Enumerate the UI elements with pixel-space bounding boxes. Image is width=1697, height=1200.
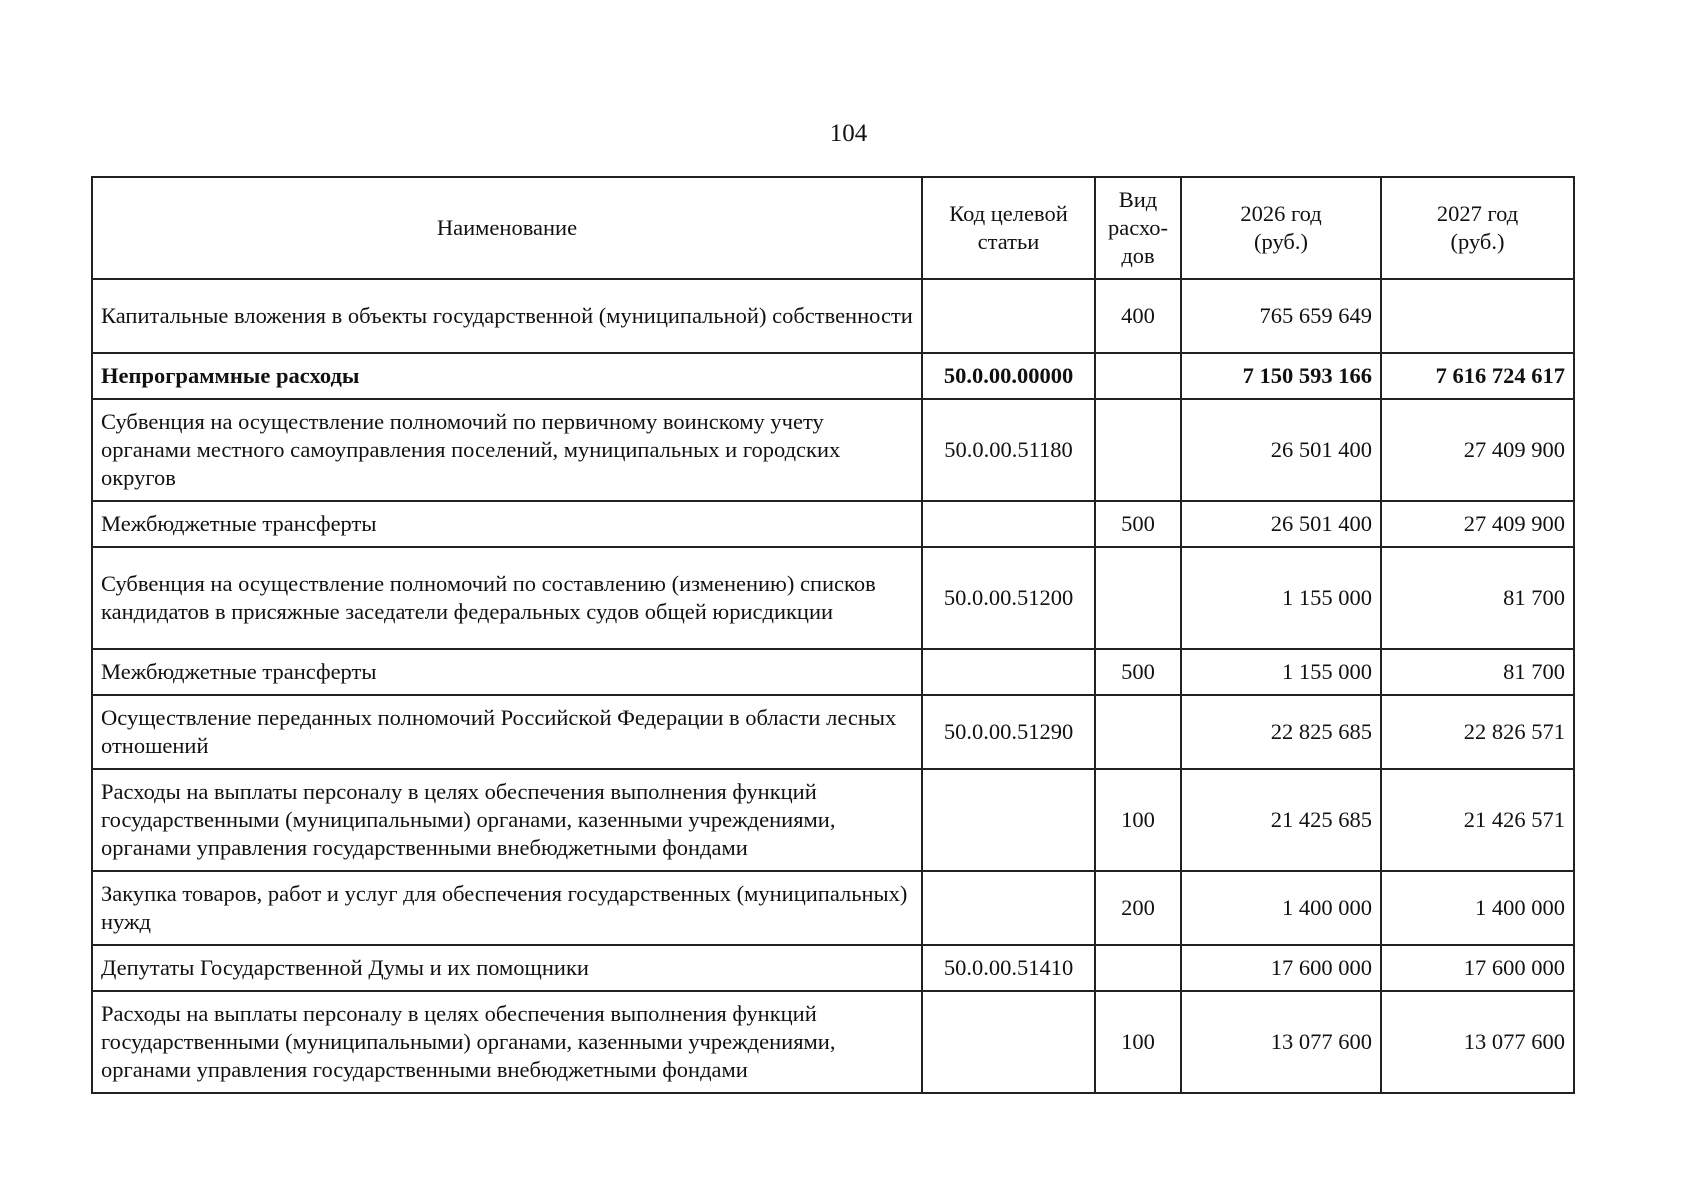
row-name: Закупка товаров, работ и услуг для обеспечения государственных (муниципальных) нужд xyxy=(92,871,922,945)
table-row xyxy=(92,399,1574,501)
page-number: 104 xyxy=(829,120,868,147)
row-amount-2027 xyxy=(1381,279,1574,353)
table-row xyxy=(92,871,1574,945)
row-name: Осуществление переданных полномочий Российской Федерации в области лесных отношений xyxy=(92,695,922,769)
budget-table xyxy=(91,176,1575,1094)
row-amount-2026: 7 150 593 166 xyxy=(1181,353,1381,399)
header-type-line: дов xyxy=(1121,243,1155,268)
row-amount-2027: 17 600 000 xyxy=(1381,945,1574,991)
header-code-line: Код целевой xyxy=(949,201,1068,226)
header-code xyxy=(922,177,1095,279)
row-expense-type: 200 xyxy=(1095,871,1181,945)
row-amount-2026: 26 501 400 xyxy=(1181,399,1381,501)
row-amount-2027: 1 400 000 xyxy=(1381,871,1574,945)
table-row xyxy=(92,547,1574,649)
row-expense-type: 100 xyxy=(1095,769,1181,871)
table-row xyxy=(92,695,1574,769)
header-2026-line: (руб.) xyxy=(1254,229,1308,254)
header-2027 xyxy=(1381,177,1574,279)
row-code: 50.0.00.51180 xyxy=(922,399,1095,501)
row-name: Межбюджетные трансферты xyxy=(92,501,922,547)
table-row xyxy=(92,945,1574,991)
row-name: Расходы на выплаты персоналу в целях обеспечения выполнения функций государственными (муниципальными) органами, казенными учреждениями, органами управления государственными внебюджетными фондами xyxy=(92,991,922,1093)
row-amount-2027: 27 409 900 xyxy=(1381,399,1574,501)
row-name: Субвенция на осуществление полномочий по первичному воинскому учету органами местного самоуправления поселений, муниципальных и городских округов xyxy=(92,399,922,501)
table-row xyxy=(92,991,1574,1093)
row-amount-2027: 27 409 900 xyxy=(1381,501,1574,547)
row-expense-type xyxy=(1095,695,1181,769)
header-2027-line: 2027 год xyxy=(1436,201,1519,226)
header-row xyxy=(92,177,1574,279)
header-2027-line: (руб.) xyxy=(1450,229,1505,254)
table-row xyxy=(92,769,1574,871)
row-amount-2027: 22 826 571 xyxy=(1381,695,1574,769)
row-name: Непрограммные расходы xyxy=(92,353,922,399)
row-code xyxy=(922,991,1095,1093)
row-amount-2027: 81 700 xyxy=(1381,649,1574,695)
row-amount-2026: 26 501 400 xyxy=(1181,501,1381,547)
row-amount-2027: 7 616 724 617 xyxy=(1381,353,1574,399)
row-code: 50.0.00.51290 xyxy=(922,695,1095,769)
row-code xyxy=(922,279,1095,353)
row-code: 50.0.00.00000 xyxy=(922,353,1095,399)
row-amount-2026: 17 600 000 xyxy=(1181,945,1381,991)
row-amount-2026: 1 400 000 xyxy=(1181,871,1381,945)
header-type-line: Вид xyxy=(1118,187,1158,212)
row-amount-2026: 765 659 649 xyxy=(1181,279,1381,353)
row-expense-type xyxy=(1095,945,1181,991)
row-amount-2027: 13 077 600 xyxy=(1381,991,1574,1093)
row-name: Капитальные вложения в объекты государственной (муниципальной) собственности xyxy=(92,279,922,353)
row-expense-type xyxy=(1095,547,1181,649)
row-code xyxy=(922,769,1095,871)
table-row xyxy=(92,649,1574,695)
row-amount-2026: 13 077 600 xyxy=(1181,991,1381,1093)
header-type-line: расхо- xyxy=(1107,215,1169,240)
row-amount-2026: 21 425 685 xyxy=(1181,769,1381,871)
row-name: Расходы на выплаты персоналу в целях обеспечения выполнения функций государственными (муниципальными) органами, казенными учреждениями, органами управления государственными внебюджетными фондами xyxy=(92,769,922,871)
row-name: Субвенция на осуществление полномочий по составлению (изменению) списков кандидатов в присяжные заседатели федеральных судов общей юрисдикции xyxy=(92,547,922,649)
row-expense-type: 500 xyxy=(1095,649,1181,695)
header-type xyxy=(1095,177,1181,279)
row-code xyxy=(922,501,1095,547)
row-code: 50.0.00.51410 xyxy=(922,945,1095,991)
row-code xyxy=(922,649,1095,695)
header-2026 xyxy=(1181,177,1381,279)
row-expense-type: 400 xyxy=(1095,279,1181,353)
row-code: 50.0.00.51200 xyxy=(922,547,1095,649)
header-code-line: статьи xyxy=(977,229,1040,254)
row-amount-2027: 81 700 xyxy=(1381,547,1574,649)
table-row xyxy=(92,501,1574,547)
row-expense-type: 500 xyxy=(1095,501,1181,547)
table-row xyxy=(92,279,1574,353)
row-expense-type xyxy=(1095,399,1181,501)
row-amount-2026: 1 155 000 xyxy=(1181,649,1381,695)
row-code xyxy=(922,871,1095,945)
row-expense-type: 100 xyxy=(1095,991,1181,1093)
row-amount-2026: 22 825 685 xyxy=(1181,695,1381,769)
header-name: Наименование xyxy=(92,177,922,279)
table-row xyxy=(92,353,1574,399)
row-name: Межбюджетные трансферты xyxy=(92,649,922,695)
row-amount-2027: 21 426 571 xyxy=(1381,769,1574,871)
row-expense-type xyxy=(1095,353,1181,399)
row-amount-2026: 1 155 000 xyxy=(1181,547,1381,649)
row-name: Депутаты Государственной Думы и их помощники xyxy=(92,945,922,991)
header-2026-line: 2026 год xyxy=(1240,201,1322,226)
